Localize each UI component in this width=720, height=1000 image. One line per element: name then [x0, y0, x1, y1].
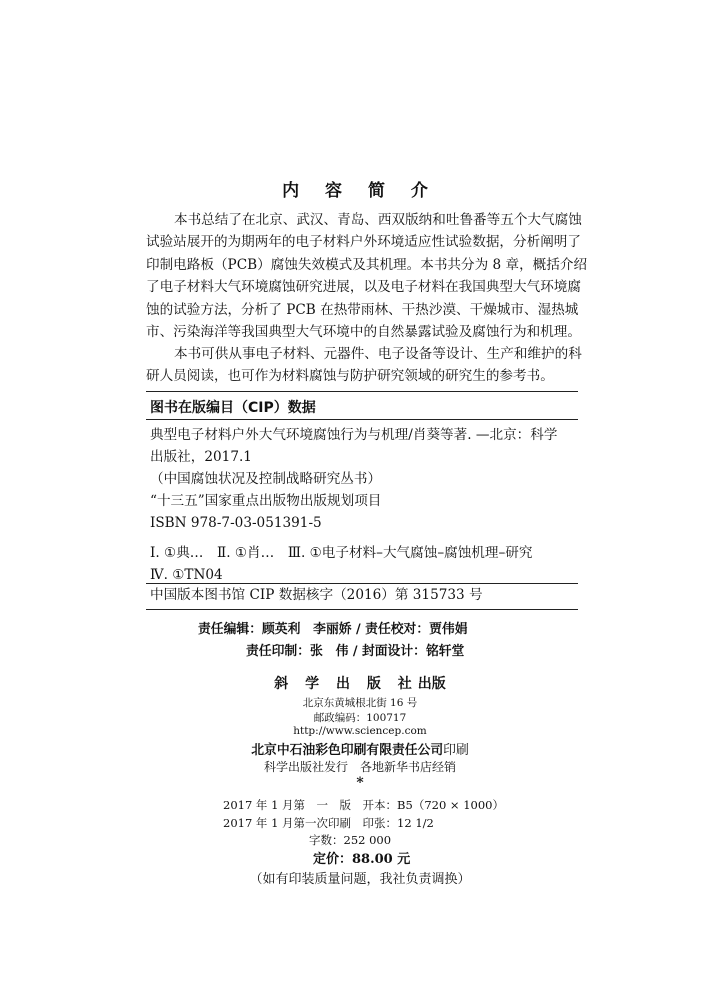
text-line: 本书可供从事电子材料、元器件、电子设备等设计、生产和维护的科 [174, 346, 582, 362]
text-line: 蚀的试验方法，分析了 PCB 在热带雨林、干热沙漠、干燥城市、湿热城 [146, 301, 579, 318]
cip-library-record [150, 584, 580, 606]
text-line: 市、污染海洋等我国典型大气环境中的自然暴露试验及腐蚀行为和机理。 [146, 324, 581, 341]
summary-paragraph-1 [146, 209, 588, 343]
printing-line: 2017 年 1 月第一次印刷 印张：12 1/2 [223, 816, 434, 830]
publisher-line [0, 673, 720, 693]
separator-star: * [356, 775, 364, 791]
distribution-line: 科学出版社发行 各地新华书店经销 [263, 760, 456, 774]
cip-line: ISBN 978-7-03-051391-5 [150, 515, 322, 531]
cip-line: （中国腐蚀状况及控制战略研究丛书） [150, 471, 382, 487]
summary-paragraph-2 [146, 343, 582, 388]
publisher-suffix: 出版 [417, 676, 446, 692]
printer-suffix: 印刷 [443, 743, 469, 758]
credits-line-2: 责任印制：张 伟 / 封面设计：铭轩堂 [246, 644, 465, 659]
publisher-address: 北京东黄城根北街 16 号 [302, 697, 418, 709]
cip-classification [150, 542, 580, 586]
summary-title: 内 容 简 介 [282, 181, 438, 201]
credits-line-1: 责任编辑：顾英利 李丽娇 / 责任校对：贾伟娟 [198, 622, 468, 637]
cip-heading-rule [146, 419, 578, 420]
cip-entry [150, 424, 580, 534]
publisher-website: http://www.sciencep.com [293, 725, 427, 737]
cip-line: 典型电子材料户外大气环境腐蚀行为与机理/肖葵等著. —北京：科学 [150, 427, 558, 443]
cip-line: 中国版本图书馆 CIP 数据核字（2016）第 315733 号 [150, 587, 483, 603]
price: 定价：88.00 元 [313, 852, 411, 867]
cip-line: Ⅰ. ①典… Ⅱ. ①肖… Ⅲ. ①电子材料–大气腐蚀–腐蚀机理–研究 [150, 545, 533, 561]
publisher-logo: 斜 学 出 版 社 [274, 676, 418, 692]
edition-line: 2017 年 1 月第 一 版 开本：B5（720 × 1000） [223, 798, 504, 812]
cip-line: Ⅳ. ①TN04 [150, 567, 223, 583]
publisher-postcode: 邮政编码：100717 [313, 712, 407, 724]
cip-line: 出版社，2017.1 [150, 449, 252, 465]
text-line: 本书总结了在北京、武汉、青岛、西双版纳和吐鲁番等五个大气腐蚀 [174, 212, 582, 228]
cip-bottom-rule [146, 609, 578, 610]
text-line: 了电子材料大气环境腐蚀研究进展，以及电子材料在我国典型大气环境腐 [146, 279, 581, 296]
text-line: 试验站展开的为期两年的电子材料户外环境适应性试验数据，分析阐明了 [146, 234, 581, 251]
printer-name: 北京中石油彩色印刷有限责任公司 [251, 743, 444, 758]
text-line: 研人员阅读，也可作为材料腐蚀与防护研究领域的研究生的参考书。 [146, 368, 554, 385]
text-line: 印制电路板（PCB）腐蚀失效模式及其机理。本书共分为 8 章，概括介绍 [146, 256, 588, 273]
word-count: 字数：252 000 [309, 833, 392, 847]
cip-top-rule [146, 391, 578, 392]
printer-line [0, 739, 720, 758]
cip-line: “十三五”国家重点出版物出版规划项目 [150, 493, 382, 509]
quality-notice: （如有印装质量问题，我社负责调换） [249, 872, 471, 887]
cip-heading: 图书在版编目（CIP）数据 [150, 400, 316, 416]
